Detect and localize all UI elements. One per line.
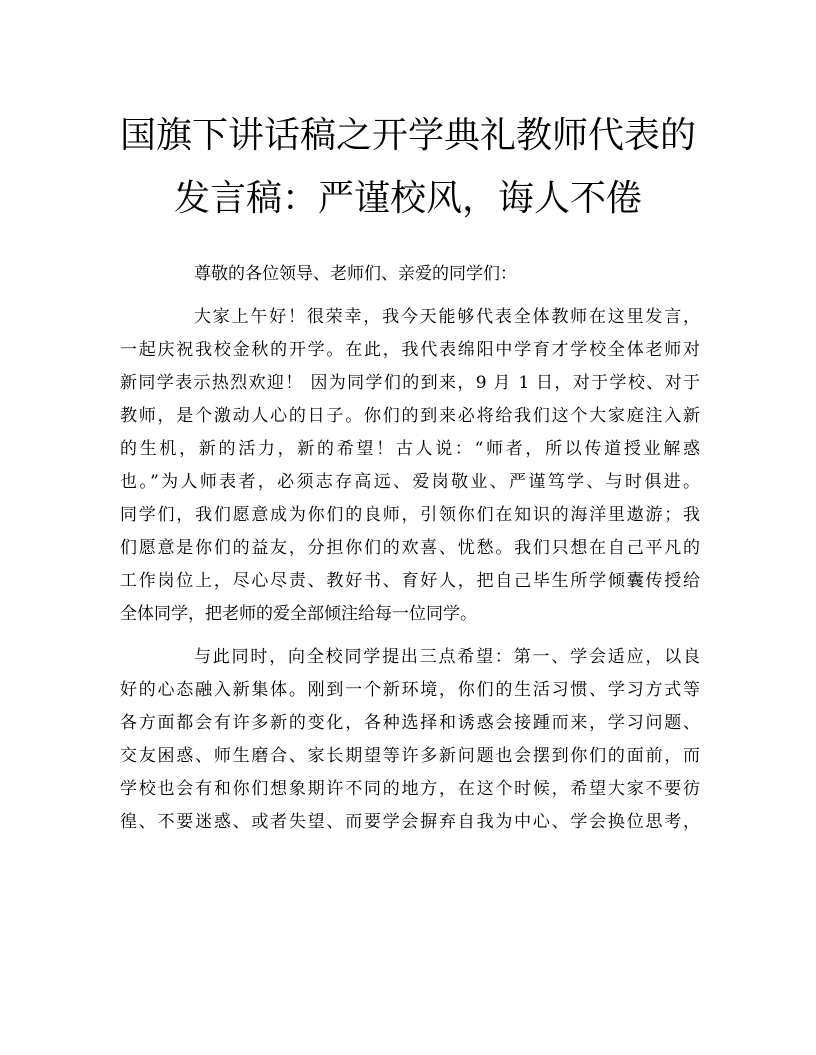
paragraph-line: 各方面都会有许多新的变化，各种选择和诱惑会接踵而来，学习问题、 xyxy=(120,713,700,733)
paragraph-line: 交友困惑、师生磨合、家长期望等许多新问题也会摆到你们的面前，而 xyxy=(120,746,700,766)
document-title xyxy=(100,104,716,230)
paragraph-line: 一起庆祝我校金秋的开学。在此，我代表绵阳中学育才学校全体老师对 xyxy=(120,340,700,360)
paragraph-line: 学校也会有和你们想象期许不同的地方，在这个时候，希望大家不要彷 xyxy=(120,779,700,799)
title-line-2: 发言稿：严谨校风，诲人不倦 xyxy=(173,178,642,219)
document-body xyxy=(120,258,700,839)
paragraph-line: 教师，是个激动人心的日子。你们的到来必将给我们这个大家庭注入新 xyxy=(120,406,700,426)
paragraph-1 xyxy=(120,301,700,631)
paragraph-line: 新同学表示热烈欢迎！ 因为同学们的到来，9 月 1 日，对于学校、对于 xyxy=(120,373,700,393)
title-line-1: 国旗下讲话稿之开学典礼教师代表的 xyxy=(119,115,696,156)
paragraph-line: 大家上午好！很荣幸，我今天能够代表全体教师在这里发言， xyxy=(194,307,700,327)
paragraph-line: 全体同学，把老师的爱全部倾注给每一位同学。 xyxy=(120,604,477,624)
paragraph-line: 与此同时，向全校同学提出三点希望：第一、学会适应，以良 xyxy=(194,647,700,667)
paragraph-2 xyxy=(120,641,700,839)
paragraph-line: 同学们，我们愿意成为你们的良师，引领你们在知识的海洋里遨游；我 xyxy=(120,505,700,525)
paragraph-line: 们愿意是你们的益友，分担你们的欢喜、忧愁。我们只想在自己平凡的 xyxy=(120,538,700,558)
paragraph-line: 的生机，新的活力，新的希望！古人说：“师者，所以传道授业解惑 xyxy=(120,439,700,459)
paragraph-line: 好的心态融入新集体。刚到一个新环境，你们的生活习惯、学习方式等 xyxy=(120,680,700,700)
paragraph-line: 也。”为人师表者，必须志存高远、爱岗敬业、严谨笃学、与时俱进。 xyxy=(120,472,700,492)
salutation: 尊敬的各位领导、老师们、亲爱的同学们： xyxy=(194,264,517,284)
paragraph-line: 工作岗位上，尽心尽责、教好书、育好人，把自己毕生所学倾囊传授给 xyxy=(120,571,700,591)
paragraph-line: 徨、不要迷惑、或者失望、而要学会摒弃自我为中心、学会换位思考， xyxy=(120,812,700,832)
